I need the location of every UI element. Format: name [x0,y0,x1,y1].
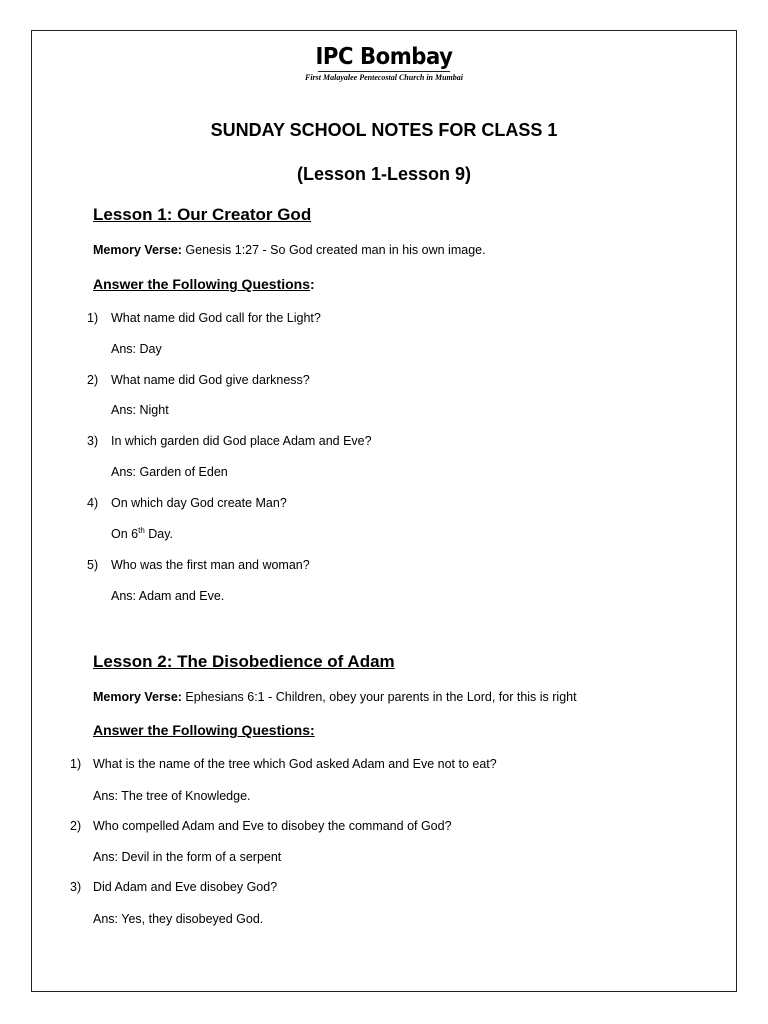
question-text: Did Adam and Eve disobey God? [93,880,278,894]
answer-heading-colon: : [310,276,315,292]
answer-text: Ans: Devil in the form of a serpent [93,850,282,864]
memory-verse-text: Ephesians 6:1 - Children, obey your parents in the Lord, for this is right [181,690,577,704]
answer-text: Ans: Night [111,403,169,417]
memory-verse-label: Memory Verse: [93,690,182,704]
question-text: What name did God give darkness? [111,373,310,387]
lesson-1-heading: Lesson 1: Our Creator God [93,205,312,224]
question-text: What is the name of the tree which God asked Adam and Eve not to eat? [93,757,497,771]
memory-verse-label: Memory Verse: [93,243,182,257]
answer-text: Ans: Adam and Eve. [111,589,225,603]
logo-divider [318,71,450,72]
question-text: Who compelled Adam and Eve to disobey the command of God? [93,819,452,833]
question-text: Who was the first man and woman? [111,558,310,572]
answer-text [111,527,173,541]
lesson-1-memory-verse [93,243,486,257]
question-number: 5) [87,558,99,572]
lesson-2-heading: Lesson 2: The Disobedience of Adam [93,652,395,671]
lesson-2-memory-verse [93,690,577,704]
document-subtitle: (Lesson 1-Lesson 9) [296,164,472,184]
answer-superscript: th [138,525,145,535]
answer-prefix: On 6 [111,527,139,541]
question-text: On which day God create Man? [111,496,287,510]
question-text: What name did God call for the Light? [111,311,321,325]
lesson-2-answer-heading [93,722,315,738]
lesson-1-answer-heading [93,276,315,292]
question-number: 4) [87,496,99,510]
question-number: 2) [87,373,99,387]
answer-text: Ans: Day [111,342,162,356]
question-number: 3) [87,434,99,448]
answer-text: Ans: The tree of Knowledge. [93,789,251,803]
question-number: 1) [87,311,99,325]
document-title: SUNDAY SCHOOL NOTES FOR CLASS 1 [210,120,558,140]
question-text: In which garden did God place Adam and Eve? [111,434,372,448]
question-number: 3) [70,880,82,894]
logo-subtitle: First Malayalee Pentecostal Church in Mumbai [304,73,463,82]
answer-text: Ans: Yes, they disobeyed God. [93,912,264,926]
memory-verse-text: Genesis 1:27 - So God created man in his own image. [181,243,486,257]
answer-heading-text: Answer the Following Questions: [93,722,315,738]
answer-heading-text: Answer the Following Questions [93,276,311,292]
question-number: 1) [70,757,82,771]
question-number: 2) [70,819,82,833]
answer-text: Ans: Garden of Eden [111,465,228,479]
logo-title: IPC Bombay [315,44,453,70]
answer-suffix: Day. [144,527,174,541]
